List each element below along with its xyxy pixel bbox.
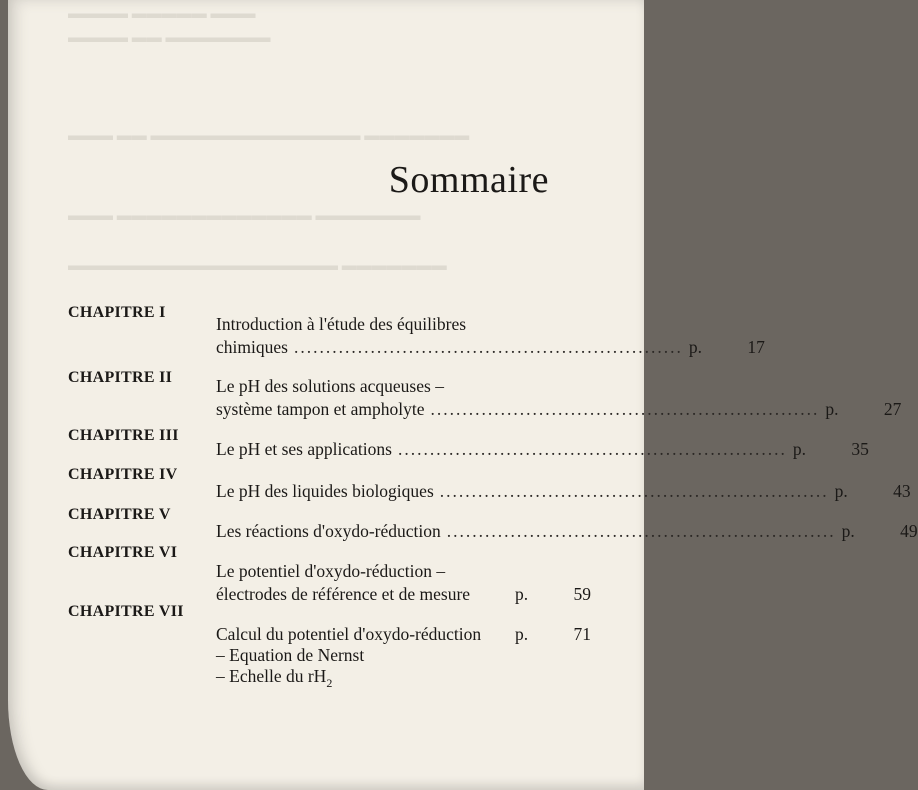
page-title: Sommaire	[388, 159, 549, 201]
chapter-label: CHAPITRE II	[68, 369, 173, 386]
entry-text: chimiques	[216, 337, 288, 357]
leader-dots: .............................................................	[430, 399, 820, 419]
page-reference: p. 27	[825, 399, 902, 419]
chapter-label: CHAPITRE III	[68, 427, 179, 444]
subscript: 2	[326, 676, 333, 690]
entry-text: Le pH et ses applications	[216, 439, 392, 459]
chapter-label: CHAPITRE IV	[68, 466, 178, 483]
chapter-label: CHAPITRE V	[68, 506, 171, 523]
book-page	[8, 0, 918, 790]
entry-text: système tampon et ampholyte	[216, 399, 425, 419]
chapter-entry	[216, 480, 911, 503]
entry-text: Introduction à l'étude des équilibres	[216, 314, 467, 334]
entry-text: – Echelle du $rH_2$	[216, 666, 333, 690]
bleed-through-text: ▬▬▬▬▬▬▬ ▬▬▬▬▬▬▬▬▬▬▬▬▬▬ ▬▬ ▬▬▬	[68, 128, 470, 144]
entry-text: Le pH des liquides biologiques	[216, 481, 434, 501]
page-reference: p. 43	[834, 481, 911, 501]
leader-dots	[476, 583, 509, 606]
entry-text: Le potentiel d'oxydo-réduction –	[216, 561, 446, 581]
leader-dots: .............................................................	[439, 481, 829, 501]
entry-text: Le pH des solutions acqueuses –	[216, 376, 444, 396]
bleed-through-text: ▬▬▬▬▬▬▬ ▬▬▬▬▬▬▬▬▬▬▬▬▬ ▬▬▬	[68, 208, 421, 224]
entry-text: – Equation de Nernst	[216, 645, 365, 665]
page-reference: p. 59	[515, 584, 591, 604]
leader-dots: .............................................................	[446, 521, 836, 541]
bleed-through-text: ▬▬▬ ▬▬▬▬▬ ▬▬▬▬	[68, 6, 256, 22]
entry-text: Les réactions d'oxydo-réduction	[216, 521, 441, 541]
page-reference: p. 71	[515, 624, 591, 644]
chapter-entry	[216, 624, 591, 689]
page-reference: p. 35	[792, 439, 869, 459]
chapter-label: CHAPITRE VII	[68, 603, 184, 620]
chapter-entry	[216, 375, 902, 421]
chapter-entry	[216, 438, 869, 461]
page-reference: p. 49	[841, 521, 918, 541]
chapter-label: CHAPITRE VI	[68, 544, 178, 561]
chapter-label: CHAPITRE I	[68, 304, 166, 321]
leader-dots: .............................................................	[397, 439, 787, 459]
chapter-entry	[216, 520, 918, 543]
entry-text: électrodes de référence et de mesure	[216, 584, 471, 604]
bleed-through-text: ▬▬▬▬▬▬▬ ▬▬ ▬▬▬▬	[68, 30, 271, 46]
leader-dots	[481, 624, 515, 645]
chapter-entry	[216, 560, 591, 606]
entry-text: Calcul du potentiel d'oxydo-réduction	[216, 624, 482, 644]
bleed-through-text: ▬▬▬▬▬▬▬ ▬▬▬▬▬▬▬▬▬▬▬▬▬▬▬▬▬▬	[68, 258, 447, 274]
chapter-entry	[216, 313, 765, 359]
page-reference: p. 17	[688, 337, 765, 357]
leader-dots: .............................................................	[293, 337, 683, 357]
